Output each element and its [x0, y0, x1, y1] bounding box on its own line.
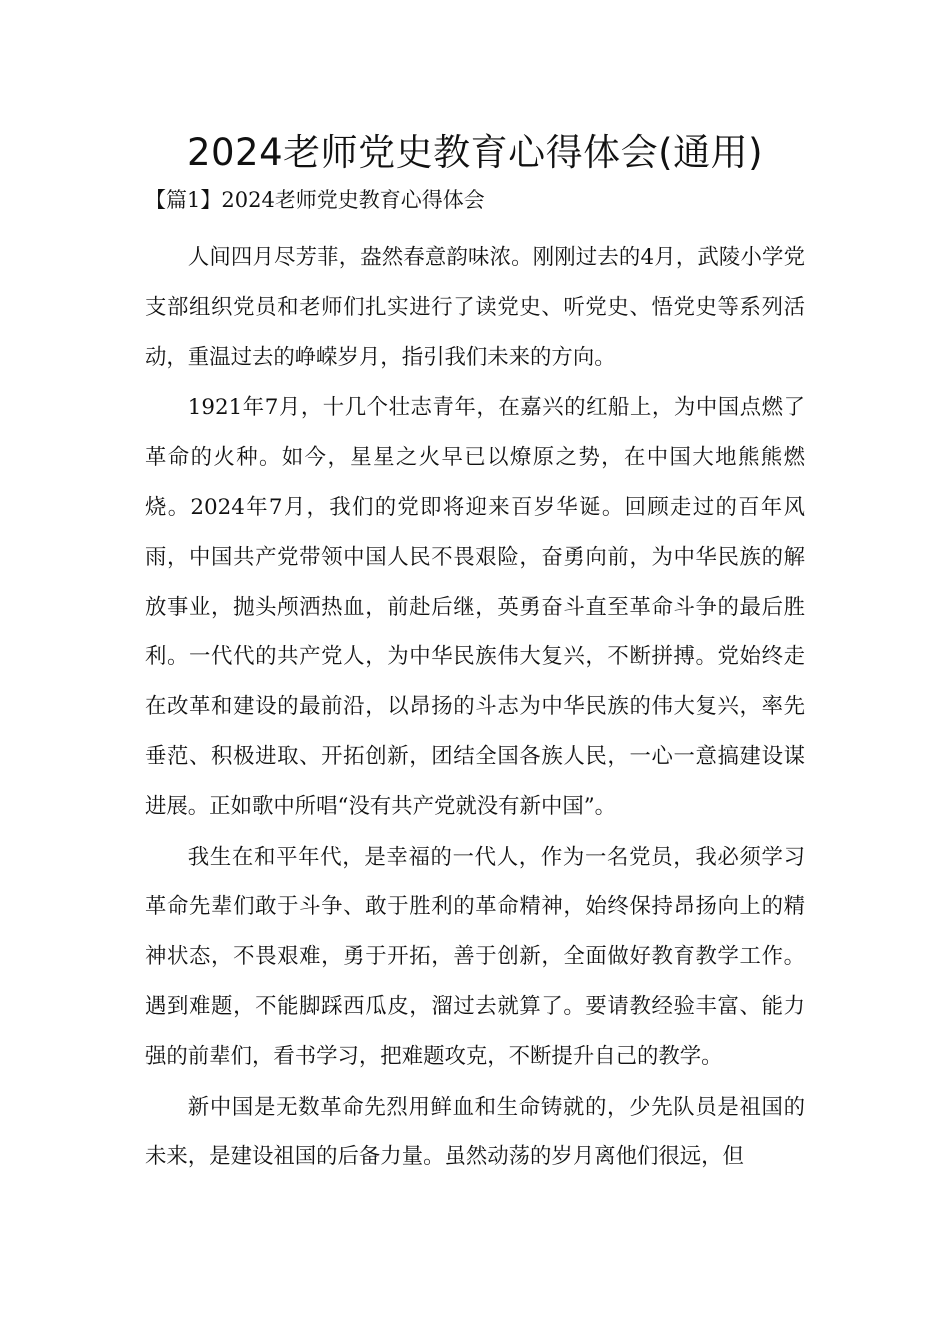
- section-heading: 【篇1】2024老师党史教育心得体会: [145, 188, 485, 212]
- paragraph: 1921年7月，十几个壮志青年，在嘉兴的红船上，为中国点燃了革命的火种。如今，星星之火早已以燎原之势，在中国大地熊熊燃烧。2024年7月，我们的党即将迎来百岁华诞。回顾走过的百年风雨，中国共产党带领中国人民不畏艰险，奋勇向前，为中华民族的解放事业，抛头颅洒热血，前赴后继，英勇奋斗直至革命斗争的最后胜利。一代代的共产党人，为中华民族伟大复兴，不断拼搏。党始终走在改革和建设的最前沿，以昂扬的斗志为中华民族的伟大复兴，率先垂范、积极进取、开拓创新，团结全国各族人民，一心一意搞建设谋进展。正如歌中所唱“没有共产党就没有新中国”。: [145, 395, 805, 819]
- paragraph: 新中国是无数革命先烈用鲜血和生命铸就的，少先队员是祖国的未来，是建设祖国的后备力量。虽然动荡的岁月离他们很远，但: [145, 1094, 805, 1170]
- paragraph: 我生在和平年代，是幸福的一代人，作为一名党员，我必须学习革命先辈们敢于斗争、敢于胜利的革命精神，始终保持昂扬向上的精神状态，不畏艰难，勇于开拓，善于创新，全面做好教育教学工作。遇到难题，不能脚踩西瓜皮，溜过去就算了。要请教经验丰富、能力强的前辈们，看书学习，把难题攻克，不断提升自己的教学。: [145, 844, 805, 1069]
- document-title: 2024老师党史教育心得体会(通用): [186, 131, 764, 174]
- document-body: [145, 233, 805, 1183]
- paragraph: 人间四月尽芳菲，盎然春意韵味浓。刚刚过去的4月，武陵小学党支部组织党员和老师们扎实进行了读党史、听党史、悟党史等系列活动，重温过去的峥嵘岁月，指引我们未来的方向。: [145, 245, 805, 370]
